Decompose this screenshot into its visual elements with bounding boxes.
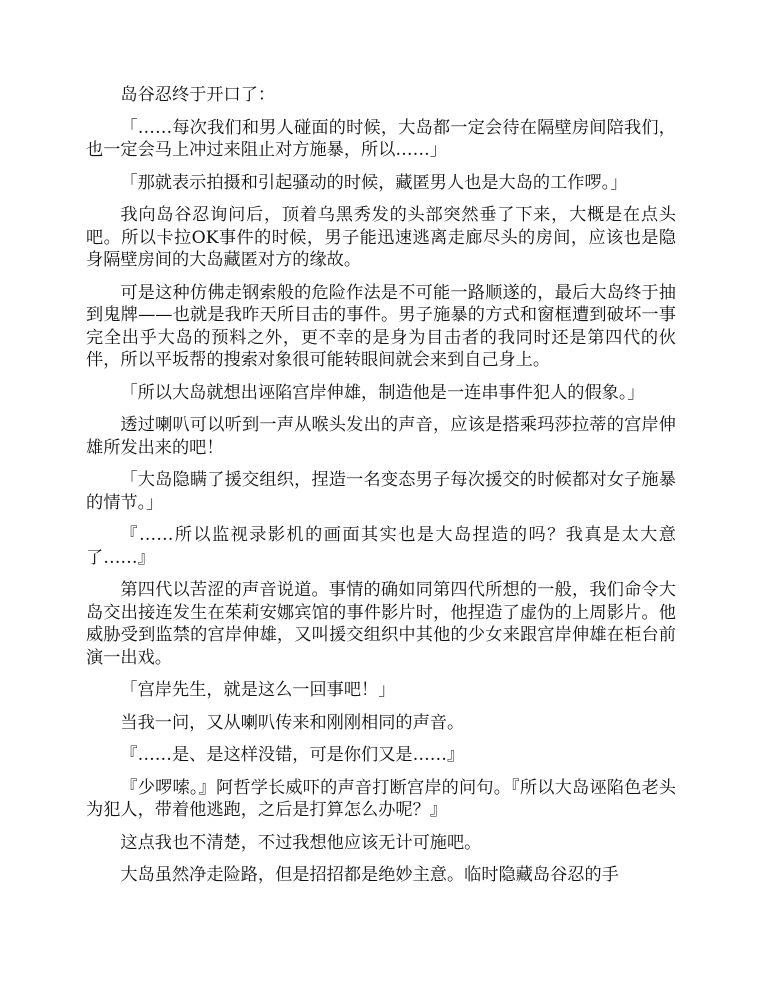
paragraph: 我向岛谷忍询问后，顶着乌黑秀发的头部突然垂了下来，大概是在点头吧。所以卡拉OK事件的时候，男子能迅速逃离走廊尽头的房间，应该也是隐身隔壁房间的大岛藏匿对方的缘故。 [86,205,676,270]
paragraph: 这点我也不清楚，不过我想他应该无计可施吧。 [120,832,482,853]
paragraph: 「那就表示拍摄和引起骚动的时候，藏匿男人也是大岛的工作啰。」 [120,172,628,193]
novel-page [86,84,676,897]
paragraph: 可是这种仿佛走钢索般的危险作法是不可能一路顺遂的，最后大岛终于抽到鬼牌——也就是我昨天所目击的事件。男子施暴的方式和窗框遭到破坏一事完全出乎大岛的预料之外，更不幸的是身为目击者的我同时还是第四代的伙伴，所以平坂帮的搜索对象很可能转眼间就会来到自己身上。 [86,282,676,370]
paragraph: 『……所以监视录影机的画面其实也是大岛捏造的吗？我真是太大意了……』 [86,525,676,568]
paragraph: 「……每次我们和男人碰面的时候，大岛都一定会待在隔壁房间陪我们，也一定会马上冲过来阻止对方施暴，所以……」 [86,117,676,160]
paragraph: 透过喇叭可以听到一声从喉头发出的声音，应该是搭乘玛莎拉蒂的宫岸伸雄所发出来的吧！ [86,415,676,458]
paragraph: 第四代以苦涩的声音说道。事情的确如同第四代所想的一般，我们命令大岛交出接连发生在茱莉安娜宾馆的事件影片时，他捏造了虚伪的上周影片。他威胁受到监禁的宫岸伸雄，又叫援交组织中其他的少女来跟宫岸伸雄在柜台前演一出戏。 [86,580,676,668]
paragraph: 当我一问，又从喇叭传来和刚刚相同的声音。 [120,712,465,733]
paragraph: 「所以大岛就想出诬陷宫岸伸雄，制造他是一连串事件犯人的假象。」 [120,382,645,403]
paragraph: 「大岛隐瞒了援交组织，捏造一名变态男子每次援交的时候都对女子施暴的情节。」 [86,470,676,513]
paragraph: 「宫岸先生，就是这么一回事吧！」 [120,680,396,700]
paragraph: 大岛虽然净走险路，但是招招都是绝妙主意。临时隐藏岛谷忍的手 [120,865,619,885]
paragraph: 『少啰嗦。』阿哲学长威吓的声音打断宫岸的问句。『所以大岛诬陷色老头为犯人，带着他逃跑，之后是打算怎么办呢？』 [86,777,676,820]
paragraph: 『……是、是这样没错，可是你们又是……』 [120,745,465,765]
paragraph: 岛谷忍终于开口了： [120,85,276,105]
